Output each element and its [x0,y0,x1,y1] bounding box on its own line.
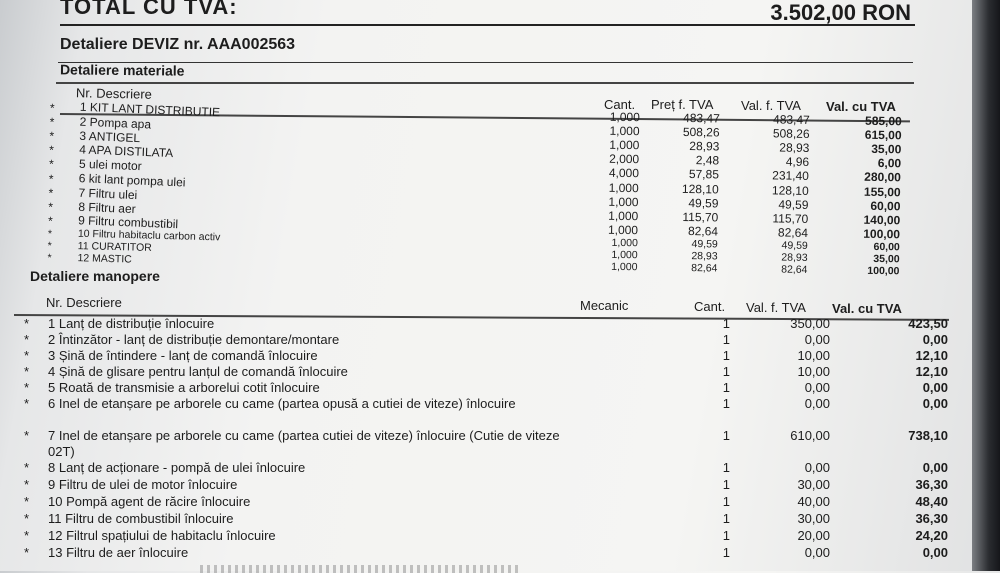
labor-row-quantity: 1 [722,332,730,347]
material-row-unit-price: 57,85 [688,167,720,182]
material-row-star: * [48,171,54,187]
material-row-quantity: 1,000 [608,180,639,196]
material-row-quantity: 1,000 [609,109,640,125]
total-value: 3.502,00 RON [770,0,911,25]
materials-header-nr-desc: Nr. Descriere [75,85,153,102]
deviz-title: Detaliere DEVIZ nr. AAA002563 [60,36,296,53]
labor-row-description: 13 Filtru de aer înlocuire [48,545,189,560]
material-row-value-net: 128,10 [771,183,809,198]
material-row-value-net: 49,59 [778,197,809,212]
material-row-value-net: 82,64 [781,263,808,276]
labor-row-star: * [24,545,30,560]
material-row-value-gross: 140,00 [863,212,901,228]
labor-header-mecanic: Mecanic [580,298,629,313]
labor-row-star: * [24,428,30,443]
material-row-unit-price: 508,26 [682,124,720,140]
labor-row-quantity: 1 [722,460,730,475]
material-row-star: * [49,101,55,116]
labor-row-value-net: 0,00 [804,460,830,475]
labor-row-value-gross: 0,00 [922,396,948,411]
labor-row-description: 5 Roată de transmisie a arborelui cotit înlocuire [48,380,320,395]
labor-row-description: 11 Filtru de combustibil înlocuire [48,511,234,526]
labor-row-quantity: 1 [722,348,730,363]
labor-row-quantity: 1 [722,396,730,411]
materials-header-pret: Preț f. TVA [651,97,714,112]
material-row-description: 3 ANTIGEL [79,128,141,146]
labor-row-value-gross: 12,10 [915,364,948,379]
labor-row-value-net: 0,00 [804,380,830,395]
labor-row-quantity: 1 [722,428,730,443]
material-row-star: * [47,239,52,253]
labor-row-quantity: 1 [722,494,730,509]
material-row-description: 11 CURATITOR [77,240,152,255]
material-row-unit-price: 115,70 [682,209,719,225]
labor-header-valf: Val. f. TVA [746,300,806,315]
material-row-star: * [49,142,55,158]
material-row-unit-price: 82,64 [687,224,719,239]
material-row-quantity: 1,000 [609,123,640,139]
labor-row-value-net: 30,00 [797,477,830,492]
material-row-value-net: 28,93 [779,140,810,155]
materials-header-valf: Val. f. TVA [741,98,801,113]
material-row-unit-price: 49,59 [691,238,718,251]
material-row-value-gross: 615,00 [864,127,902,143]
labor-row-value-net: 30,00 [797,511,830,526]
material-row-unit-price: 82,64 [691,262,718,275]
material-row-star: * [48,213,53,229]
material-row-unit-price: 49,59 [688,196,719,211]
material-row-description: 4 APA DISTILATA [78,142,174,161]
labor-row-description: 3 Șină de întindere - lanț de comandă înlocuire [48,348,318,363]
material-row-value-net: 4,96 [785,154,810,169]
material-row-value-gross: 280,00 [864,169,902,185]
labor-row-value-gross: 36,30 [915,477,948,492]
material-row-description: 8 Filtru aer [78,199,136,217]
labor-row-star: * [24,511,30,526]
total-label: TOTAL CU TVA: [60,0,238,19]
labor-row-description: 10 Pompă agent de răcire înlocuire [48,494,251,509]
material-row-quantity: 1,000 [611,248,638,262]
material-row-value-net: 49,59 [781,239,808,252]
material-row-value-gross: 100,00 [867,264,900,278]
material-row-quantity: 4,000 [608,165,640,181]
materials-title: Detaliere materiale [59,61,185,79]
labor-row-value-net: 0,00 [804,545,830,560]
material-row-value-net: 115,70 [772,211,809,226]
material-row-quantity: 1,000 [611,260,638,274]
material-row-value-gross: 155,00 [863,184,901,200]
labor-header-cant: Cant. [694,299,726,314]
labor-row-quantity: 1 [722,380,730,395]
labor-table [20,315,955,560]
labor-header-valc: Val. cu TVA [832,301,902,316]
labor-row-value-net: 610,00 [790,428,830,443]
labor-row-star: * [24,364,30,379]
labor-row-star: * [24,460,30,475]
labor-row-value-gross: 48,40 [915,494,948,509]
labor-row-description: 4 Șină de glisare pentru lanțul de comandă înlocuire [48,364,348,379]
material-row-description: 12 MASTIC [77,252,132,266]
material-row-value-gross: 100,00 [863,226,901,242]
labor-row-value-gross: 36,30 [915,511,948,526]
material-row-description: 2 Pompa apa [79,114,152,132]
labor-row-value-net: 0,00 [804,332,830,347]
material-row-unit-price: 483,47 [682,110,720,126]
material-row-star: * [48,199,54,215]
labor-row-star: * [24,332,30,347]
labor-row-star: * [24,380,30,395]
deviz-header [58,26,913,63]
material-row-description: 6 kit lant pompa ulei [78,171,186,190]
materials-header-valc: Val. cu TVA [826,99,896,114]
material-row-value-gross: 35,00 [871,141,902,157]
labor-row-star: * [24,494,30,509]
material-row-quantity: 1,000 [608,194,639,210]
labor-row-description: 1 Lanț de distribuție înlocuire [48,316,215,331]
material-row-star: * [48,156,54,172]
labor-row-star: * [24,528,30,543]
material-row-quantity: 1,000 [608,208,639,224]
labor-row-value-net: 0,00 [804,396,830,411]
labor-row-value-gross: 0,00 [922,380,948,395]
material-row-star: * [47,251,52,265]
material-row-quantity: 2,000 [609,151,640,167]
labor-row-description: 12 Filtrul spațiului de habitaclu înlocuire [48,528,276,543]
material-row-value-gross: 585,00 [864,113,902,129]
labor-row-value-gross: 423,50 [908,316,948,331]
material-row-value-gross: 60,00 [873,240,900,254]
material-row-unit-price: 128,10 [681,181,719,197]
material-row-description: 7 Filtru ulei [78,185,138,203]
labor-row-description: 8 Lanț de acționare - pompă de ulei înlocuire [48,460,306,475]
material-row-quantity: 1,000 [609,137,640,153]
material-row-description: 5 ulei motor [78,156,142,174]
material-row-unit-price: 2,48 [695,153,720,168]
labor-row-value-gross: 12,10 [915,348,948,363]
labor-row-value-gross: 738,10 [908,428,948,443]
labor-row-star: * [24,477,30,492]
background-edge [972,0,1000,571]
labor-row-description: 9 Filtru de ulei de motor înlocuire [48,477,238,492]
material-row-description: 10 Filtru habitaclu carbon activ [77,227,221,244]
material-row-value-net: 28,93 [781,251,808,264]
material-row-value-net: 82,64 [777,225,809,240]
labor-row-star: * [24,348,30,363]
labor-title: Detaliere manopere [30,268,160,284]
labor-row-value-net: 40,00 [797,494,830,509]
material-row-description: 9 Filtru combustibil [77,213,179,232]
labor-row-quantity: 1 [722,477,730,492]
labor-row-value-net: 10,00 [797,348,830,363]
material-row-value-gross: 35,00 [873,252,900,266]
labor-row-value-net: 350,00 [790,316,830,331]
materials-title-rule [56,82,914,84]
labor-row-value-gross: 24,20 [915,528,948,543]
materials-header-cant: Cant. [604,97,636,112]
material-row-unit-price: 28,93 [689,139,720,154]
material-row-star: * [48,185,54,201]
labor-row-description: 2 Întinzător - lanț de distribuție demontare/montare [48,332,340,347]
labor-row-description: 7 Inel de etanșare pe arborele cu came (partea cutiei de viteze) înlocuire (Cutie de viteze 02T) [48,428,560,459]
labor-row-description: 6 Inel de etanșare pe arborele cu came (partea opusă a cutiei de viteze) înlocuire [48,396,516,411]
material-row-unit-price: 28,93 [691,250,718,263]
labor-row-value-net: 10,00 [797,364,830,379]
material-row-star: * [47,227,53,241]
labor-row-value-gross: 0,00 [922,332,948,347]
labor-header-nr-desc: Nr. Descriere [46,295,122,310]
labor-row-quantity: 1 [722,528,730,543]
labor-row-quantity: 1 [722,316,730,331]
material-row-star: * [49,114,55,130]
labor-row-quantity: 1 [722,511,730,526]
cut-off-text-line [200,565,520,573]
material-row-value-gross: 60,00 [870,198,901,214]
materials-table [47,101,910,286]
material-row-value-net: 508,26 [772,126,810,141]
material-row-quantity: 1,000 [607,222,639,238]
labor-row-star: * [24,316,30,331]
material-row-value-gross: 6,00 [877,156,902,171]
material-row-value-net: 231,40 [772,168,810,183]
labor-row-star: * [24,396,30,411]
labor-row-quantity: 1 [722,364,730,379]
total-bar [60,0,915,26]
labor-row-value-net: 20,00 [797,528,830,543]
material-row-description: 1 KIT LANT DISTRIBUTIE [79,99,221,120]
labor-row-quantity: 1 [722,545,730,560]
labor-row-value-gross: 0,00 [922,460,948,475]
labor-row-value-gross: 0,00 [922,545,948,560]
material-row-quantity: 1,000 [611,236,638,250]
material-row-star: * [49,128,55,144]
material-row-value-net: 483,47 [772,112,810,127]
